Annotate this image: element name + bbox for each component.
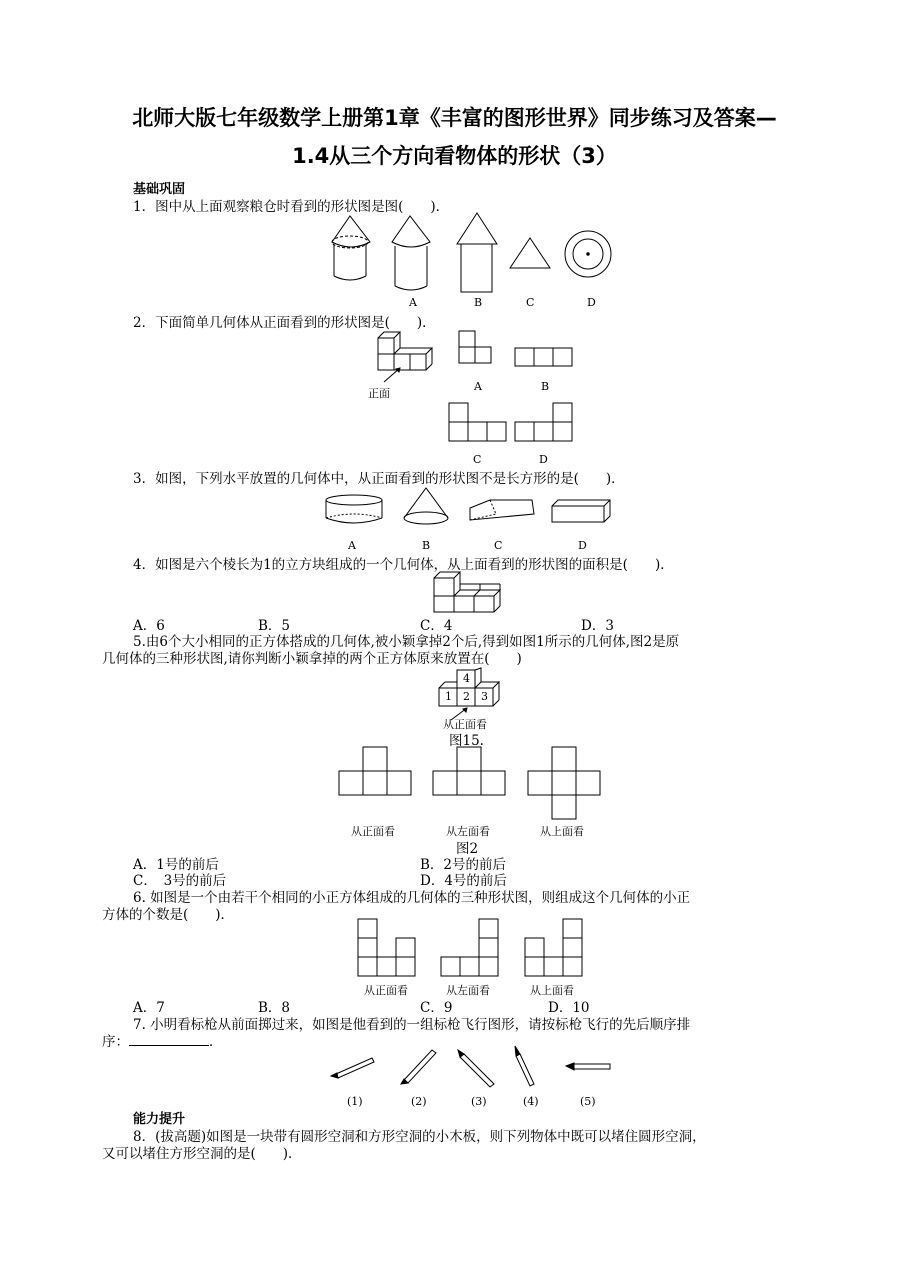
question-6-text-line-1: 6. 如图是一个由若干个相同的小正方体组成的几何体的三种形状图，则组成这个几何体的小正 [133,890,691,906]
question-2-option-c-figure [448,402,510,444]
question-2-solid-figure [366,330,446,390]
question-5-figure-2-caption: 图2 [456,841,479,857]
question-5-cube-2-label: 2 [463,690,470,703]
question-7-prefix: 序： [102,1034,129,1050]
question-6-left-view [440,918,502,978]
question-5-cube-3-label: 3 [481,690,488,703]
question-7-label-3: (3) [471,1095,487,1108]
question-8-text-line-2: 又可以堵住方形空洞的是( )． [102,1146,302,1162]
question-6-view-label-left: 从左面看 [446,984,490,997]
option-a-figure [392,216,430,290]
question-3-label-b: B [422,539,431,552]
question-5-view-label-top: 从上面看 [540,825,584,838]
granary-solid-icon [332,216,370,280]
question-4-text: 4．如图是六个棱长为1的立方块组成的一个几何体，从上面看到的形状图的面积是( )． [133,557,674,573]
javelin-4-icon [515,1046,534,1086]
question-5-cube-4-label: 4 [463,672,470,685]
question-4-option-a: A．6 [133,618,165,634]
question-7-text-line-2 [102,1030,223,1050]
question-2-label-d: D [539,453,548,466]
question-5-option-c: C． 3号的前后 [133,873,227,889]
question-6-top-view [524,918,586,978]
question-6-view-label-front: 从正面看 [364,984,408,997]
question-3-text: 3．如图，下列水平放置的几何体中，从正面看到的形状图不是长方形的是( )． [133,471,625,487]
question-3-label-c: C [494,539,503,552]
javelin-1-icon [331,1058,374,1078]
question-1-text: 1．图中从上面观察粮仓时看到的形状图是图( )． [133,199,450,215]
option-c-prism [470,500,534,520]
question-4-option-d: D．3 [581,618,614,634]
question-2-option-d-figure [514,402,576,444]
question-3-figure [320,486,620,536]
question-7-text-line-1: 7. 小明看标枪从前面掷过来，如图是他看到的一组标枪飞行图形，请按标枪飞行的先后顺序排 [133,1017,691,1033]
question-5-option-a: A．1号的前后 [133,857,219,873]
question-6-option-d: D．10 [548,1000,590,1016]
question-5-option-b: B．2号的前后 [420,857,507,873]
question-3-label-a: A [348,539,356,552]
answer-blank [129,1033,209,1046]
question-7-figure [328,1044,618,1094]
question-7-suffix: ． [209,1034,223,1050]
option-b-cone [404,488,448,524]
question-6-front-view [357,918,419,978]
option-d-cuboid [552,500,610,522]
question-5-text-line-2: 几何体的三种形状图,请你判断小颖拿掉的两个正方体原来放置在( ) [102,651,522,667]
question-6-option-a: A．7 [133,1000,165,1016]
question-4-option-c: C．4 [420,618,453,634]
question-2-label-a: A [474,380,482,393]
question-2-option-b-figure [514,347,576,367]
option-b-figure [457,213,497,292]
option-a-cylinder [326,495,382,523]
question-2-option-a-figure [458,330,498,370]
question-5-left-view [432,746,512,798]
question-5-figure-1-caption: 图15. [449,733,484,749]
option-c-figure [510,238,550,268]
question-5-front-view [338,746,418,798]
page-title-line-1: 北师大版七年级数学上册第1章《丰富的图形世界》同步练习及答案— [132,106,777,130]
question-5-top-view [527,746,607,822]
question-7-label-5: (5) [580,1095,596,1108]
question-5-view-label-front: 从正面看 [351,825,395,838]
question-4-figure [432,570,512,616]
question-5-text-line-1: 5.由6个大小相同的正方体搭成的几何体,被小颖拿掉2个后,得到如图1所示的几何体,图2是原 [133,634,680,650]
question-6-text-line-2: 方体的个数是( )． [102,907,235,923]
question-4-option-b: B．5 [258,618,291,634]
javelin-3-icon [458,1050,494,1087]
question-5-view-label-left: 从左面看 [446,825,490,838]
question-1-label-c: C [526,296,535,309]
question-7-label-2: (2) [411,1095,427,1108]
question-2-label-c: C [473,453,482,466]
question-6-option-c: C．9 [420,1000,453,1016]
question-2-front-label: 正面 [368,387,390,400]
javelin-5-icon [566,1063,610,1070]
question-5-front-label: 从正面看 [443,718,487,731]
question-6-view-label-top: 从上面看 [530,984,574,997]
question-5-option-d: D．4号的前后 [420,873,507,889]
question-2-text: 2．下面简单几何体从正面看到的形状图是( )． [133,315,436,331]
option-d-figure [565,231,611,277]
section-heading-basic: 基础巩固 [133,182,186,197]
question-5-cube-1-label: 1 [445,690,452,703]
question-3-label-d: D [578,539,587,552]
question-8-text-line-1: 8．(拔高题)如图是一块带有圆形空洞和方形空洞的小木板，则下列物体中既可以堵住圆形空洞， [133,1129,706,1145]
question-2-label-b: B [541,380,550,393]
section-heading-advanced: 能力提升 [133,1112,186,1127]
question-7-label-4: (4) [523,1095,539,1108]
question-1-figure [320,208,620,303]
question-7-label-1: (1) [347,1095,363,1108]
javelin-2-icon [401,1050,436,1084]
question-1-label-b: B [474,296,483,309]
question-1-label-d: D [587,296,596,309]
page-title-line-2: 1.4从三个方向看物体的形状（3） [292,144,617,168]
question-6-option-b: B．8 [258,1000,291,1016]
question-1-label-a: A [409,296,417,309]
